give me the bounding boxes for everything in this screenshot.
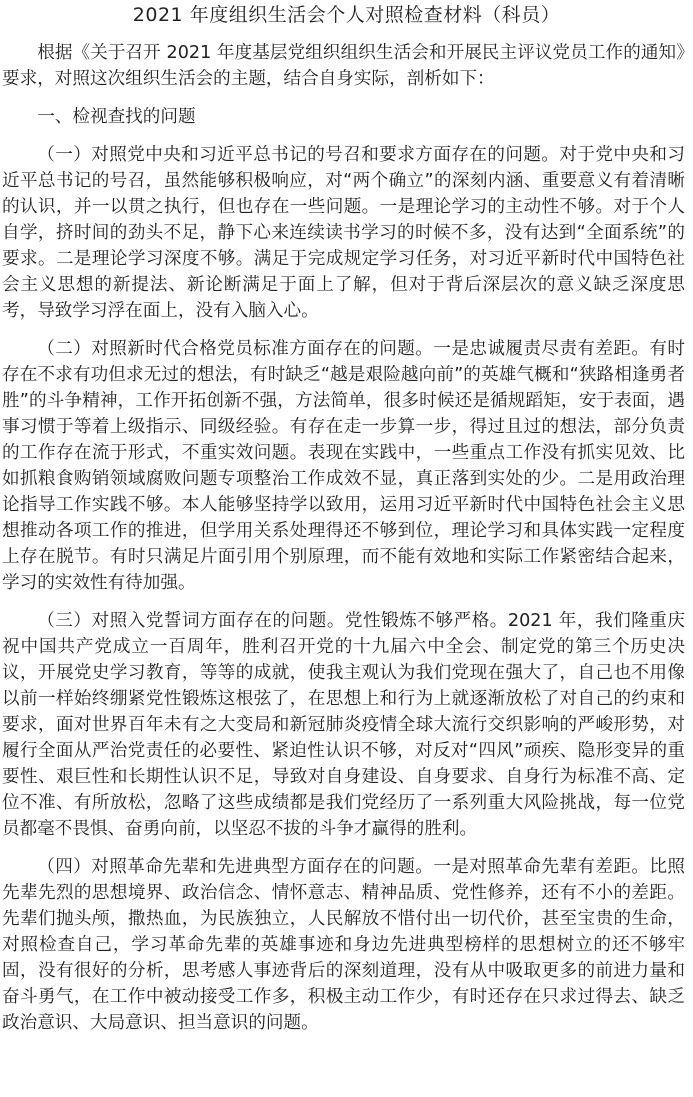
intro-paragraph: 根据《关于召开 2021 年度基层党组织组织生活会和开展民主评议党员工作的通知》要求，对照这次组织生活会的主题，结合自身实际，剖析如下： [2, 43, 685, 89]
section-heading: 一、检视查找的问题 [37, 107, 196, 127]
section-paragraph-1: （一）对照党中央和习近平总书记的号召和要求方面存在的问题。对于党中央和习近平总书记的号召，虽然能够积极响应，对“两个确立”的深刻内涵、重要意义有着清晰的认识，并一以贯之执行，但也存在一些问题。一是理论学习的主动性不够。对于个人自学，挤时间的劲头不足，静下心来连续读书学习的时候不多，没有达到“全面系统”的要求。二是理论学习深度不够。满足于完成规定学习任务，对习近平新时代中国特色社会主义思想的新提法、新论断满足于面上了解，但对于背后深层次的意义缺乏深度思考，导致学习浮在面上，没有入脑入心。 [2, 145, 685, 321]
section-paragraph-2: （二）对照新时代合格党员标准方面存在的问题。一是忠诚履责尽责有差距。有时存在不求有功但求无过的想法，有时缺乏“越是艰险越向前”的英雄气概和“狭路相逢勇者胜”的斗争精神，工作开拓创新不强，方法简单，很多时候还是循规蹈矩，安于表面，遇事习惯于等着上级指示、同级经验。有存在走一步算一步，得过且过的想法，部分负责的工作存在流于形式，不重实效问题。表现在实践中，一些重点工作没有抓实见效、比如抓粮食购销领域腐败问题专项整治工作成效不显，真正落到实处的少。二是用政治理论指导工作实践不够。本人能够坚持学以致用，运用习近平新时代中国特色社会主义思想推动各项工作的推进，但学用关系处理得还不够到位，理论学习和具体实践一定程度上存在脱节。有时只满足片面引用个别原理，而不能有效地和实际工作紧密结合起来，学习的实效性有待加强。 [2, 339, 685, 593]
section-paragraph-3: （三）对照入党誓词方面存在的问题。党性锻炼不够严格。2021 年，我们隆重庆祝中国共产党成立一百周年，胜利召开党的十九届六中全会、制定党的第三个历史决议，开展党史学习教育，等等的成就，使我主观认为我们党现在强大了，自己也不用像以前一样始终绷紧党性锻炼这根弦了，在思想上和行为上就逐渐放松了对自己的约束和要求，面对世界百年未有之大变局和新冠肺炎疫情全球大流行交织影响的严峻形势，对履行全面从严治党责任的必要性、紧迫性认识不够，对反对“四风”顽疾、隐形变异的重要性、艰巨性和长期性认识不足，导致对自身建设、自身要求、自身行为标准不高、定位不准、有所放松，忽略了这些成绩都是我们党经历了一系列重大风险挑战，每一位党员都毫不畏惧、奋勇向前，以坚忍不拔的斗争才赢得的胜利。 [2, 611, 685, 839]
section-paragraph-4: （四）对照革命先辈和先进典型方面存在的问题。一是对照革命先辈有差距。比照先辈先烈的思想境界、政治信念、情怀意志、精神品质、党性修养，还有不小的差距。先辈们抛头颅，撒热血，为民族独立，人民解放不惜付出一切代价，甚至宝贵的生命，对照检查自己，学习革命先辈的英雄事迹和身边先进典型榜样的思想树立的还不够牢固，没有很好的分析，思考感人事迹背后的深刻道理，没有从中吸取更多的前进力量和奋斗勇气，在工作中被动接受工作多，积极主动工作少，有时还存在只求过得去、缺乏政治意识、大局意识、担当意识的问题。 [2, 857, 685, 1033]
document-title: 2021 年度组织生活会个人对照检查材料（科员） [132, 4, 561, 26]
